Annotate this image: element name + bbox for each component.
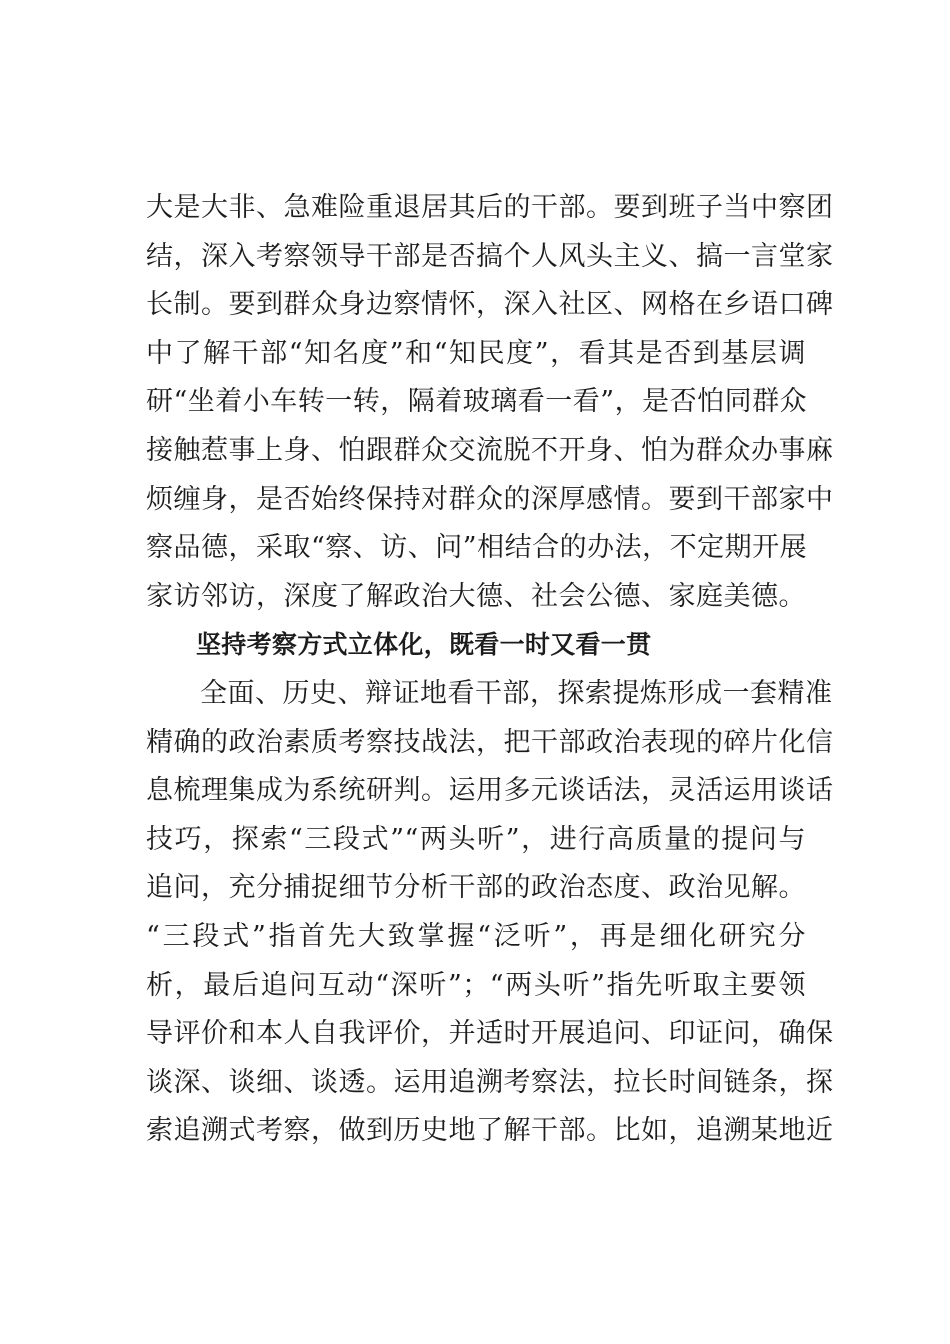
text-line: 察品德，采取“察、访、问”相结合的办法，不定期开展	[146, 532, 808, 564]
text-line: 研“坐着小车转一转，隔着玻璃看一看”，是否怕同群众	[146, 386, 808, 418]
text-line: 接触惹事上身、怕跟群众交流脱不开身、怕为群众办事麻	[146, 434, 834, 466]
text-line: 索追溯式考察，做到历史地了解干部。比如，追溯某地近	[146, 1115, 834, 1147]
text-line: 谈深、谈细、谈透。运用追溯考察法，拉长时间链条，探	[146, 1066, 834, 1098]
text-line: 大是大非、急难险重退居其后的干部。要到班子当中察团	[146, 192, 834, 223]
text-line: 息梳理集成为系统研判。运用多元谈话法，灵活运用谈话	[146, 775, 834, 807]
text-line: 家访邻访，深度了解政治大德、社会公德、家庭美德。	[146, 580, 806, 612]
paragraph-1	[146, 184, 834, 621]
text-line: 技巧，探索“三段式”“两头听”，进行高质量的提问与	[146, 823, 806, 855]
text-line: 析，最后追问互动“深听”；“两头听”指先听取主要领	[146, 969, 806, 1001]
document-body	[146, 184, 834, 1156]
text-line: 导评价和本人自我评价，并适时开展追问、印证问，确保	[146, 1018, 834, 1050]
text-line: 烦缠身，是否始终保持对群众的深厚感情。要到干部家中	[146, 483, 834, 515]
text-line: 结，深入考察领导干部是否搞个人风头主义、搞一言堂家	[146, 240, 834, 272]
text-line: 中了解干部“知名度”和“知民度”，看其是否到基层调	[146, 337, 806, 369]
text-line: 长制。要到群众身边察情怀，深入社区、网格在乡语口碑	[146, 289, 834, 321]
text-line: 全面、历史、辩证地看干部，探索提炼形成一套精准	[200, 677, 833, 709]
section-heading: 坚持考察方式立体化，既看一时又看一贯	[196, 630, 652, 660]
text-line: “三段式”指首先大致掌握“泛听”，再是细化研究分	[146, 920, 806, 952]
paragraph-2	[146, 670, 834, 1156]
text-line: 追问，充分捕捉细节分析干部的政治态度、政治见解。	[146, 872, 806, 904]
text-line: 精确的政治素质考察技战法，把干部政治表现的碎片化信	[146, 726, 834, 758]
